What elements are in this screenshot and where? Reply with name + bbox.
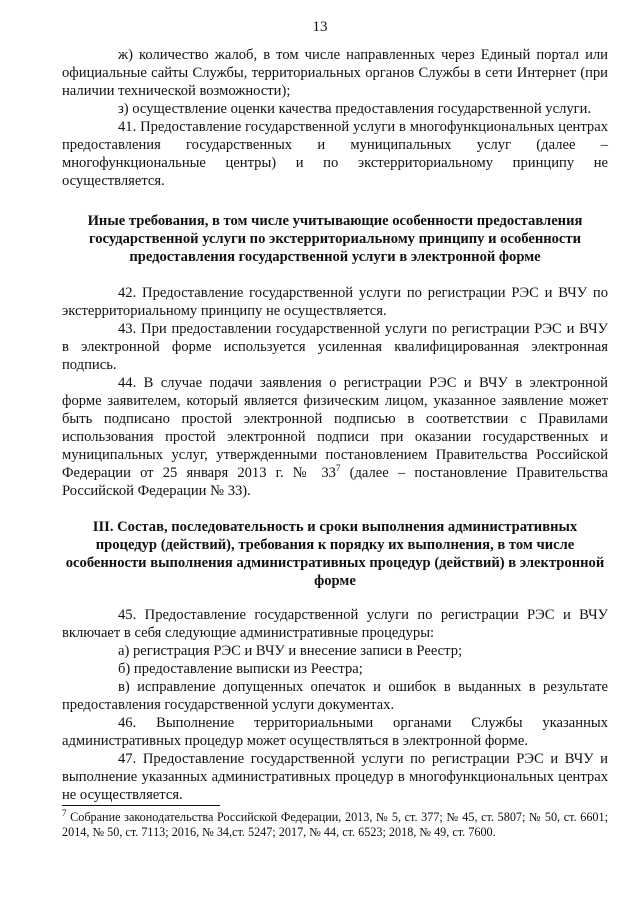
list-item-b: б) предоставление выписки из Реестра; [118,661,363,677]
footnotes [62,805,608,840]
footnote-7 [62,807,608,840]
paragraph-44 [62,374,608,500]
list-item-v: в) исправление допущенных опечаток и ошибок в выданных в результате предоставления государственной услуги документах. [62,679,608,713]
paragraph-41: 41. Предоставление государственной услуги в многофункциональных центрах предоставления государственных и муниципальных услуг (далее – многофункциональные центры) и по экстерриториальному принципу не осуществляется. [62,119,608,189]
paragraph-44-text: 44. В случае подачи заявления о регистрации РЭС и ВЧУ в электронной форме заявителем, который является физическим лицом, указанное заявление может быть подписано простой электронной подписью в соответствии с Правилами использования простой электронной подписи при оказании государственных и муниципальных услуг, утвержденными постановлением Правительства Российской Федерации от 25 января 2013 г. № 33 [62,375,608,481]
footnote-divider [62,805,220,806]
paragraph-44-text-end: (далее – постановление Правительства Российской Федерации № 33). [62,465,608,499]
paragraph-z: з) осуществление оценки качества предоставления государственной услуги. [118,101,592,117]
paragraph-45: 45. Предоставление государственной услуги по регистрации РЭС и ВЧУ включает в себя следующие административные процедуры: [62,607,608,641]
section-heading-other-requirements: Иные требования, в том числе учитывающие особенности предоставления государственной услуги по экстерриториальному принципу и особенности предоставления государственной услуги в электронной форме [87,213,583,265]
footnote-marker: 7 [62,807,67,818]
list-item-a: а) регистрация РЭС и ВЧУ и внесение записи в Реестр; [118,643,463,659]
paragraph-47: 47. Предоставление государственной услуги по регистрации РЭС и ВЧУ и выполнение указанных административных процедур в многофункциональных центрах не осуществляется. [62,751,608,803]
footnote-reference: 7 [335,463,341,474]
page-number: 13 [312,19,328,35]
paragraph-zh: ж) количество жалоб, в том числе направленных через Единый портал или официальные сайты Службы, территориальных органов Службы в сети Интернет (при наличии технической возможности); [62,47,608,99]
paragraph-42: 42. Предоставление государственной услуги по регистрации РЭС и ВЧУ по экстерриториальному принципу не осуществляется. [62,285,608,319]
section-heading-iii: III. Состав, последовательность и сроки выполнения административных процедур (действий), требования к порядку их выполнения, в том числе особенности выполнения административных процедур (действий) в электронной форме [65,519,605,589]
paragraph-43: 43. При предоставлении государственной услуги по регистрации РЭС и ВЧУ в электронной форме используется усиленная квалифицированная электронная подпись. [62,321,608,373]
paragraph-46: 46. Выполнение территориальными органами Службы указанных административных процедур может осуществляться в электронной форме. [62,715,608,749]
document-body [62,46,608,804]
footnote-text: Собрание законодательства Российской Федерации, 2013, № 5, ст. 377; № 45, ст. 5807; № 50, ст. 6601; 2014, № 50, ст. 7113; 2016, № 34,ст. 5247; 2017, № 44, ст. 6523; 2018, № 49, ст. 7600. [62,810,608,839]
